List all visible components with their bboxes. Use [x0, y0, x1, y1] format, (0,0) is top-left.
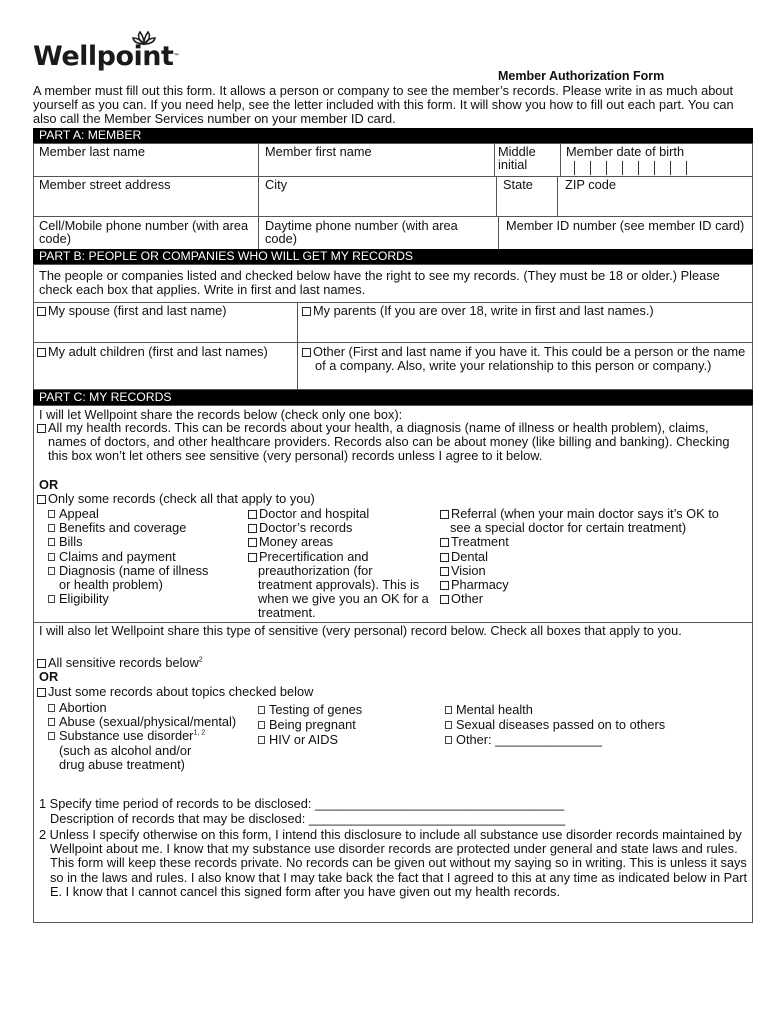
share-intro: I will let Wellpoint share the records below (check only one box):	[39, 407, 403, 422]
all-sensitive-option[interactable]: All sensitive records below$^2$	[37, 656, 203, 670]
cell-phone-field[interactable]: Cell/Mobile phone number (with area code)	[39, 218, 249, 246]
record-money-areas[interactable]: Money areas	[248, 535, 430, 549]
footnote-1-time-period[interactable]: 1 Specify time period of records to be disclosed: ___________________________________	[39, 796, 565, 811]
all-records-option[interactable]	[37, 421, 737, 464]
record-appeal[interactable]: Appeal	[48, 507, 248, 521]
record-vision[interactable]: Vision	[440, 564, 740, 578]
spouse-checkbox[interactable]	[37, 307, 46, 316]
sensitive-abuse[interactable]: Abuse (sexual/physical/mental)	[48, 715, 239, 729]
record-referral[interactable]: Referral (when your main doctor says it’s OK to see a special doctor for certain treatment)	[440, 507, 740, 535]
street-address-field[interactable]: Member street address	[39, 177, 171, 192]
record-benefits[interactable]: Benefits and coverage	[48, 521, 248, 535]
part-a-heading: PART A: MEMBER	[33, 128, 753, 143]
record-diagnosis[interactable]: Diagnosis (name of illness or health problem)	[48, 564, 209, 592]
sensitive-column-2	[258, 703, 438, 748]
or-label-2: OR	[39, 669, 59, 684]
children-option[interactable]	[37, 345, 290, 359]
other-recipient-option[interactable]	[302, 345, 750, 373]
all-records-checkbox[interactable]	[37, 424, 46, 433]
form-title: Member Authorization Form	[498, 69, 665, 83]
member-first-name-field[interactable]: Member first name	[265, 144, 372, 159]
sensitive-mental-health[interactable]: Mental health	[445, 703, 745, 717]
record-precertification[interactable]: Precertification and preauthorization (for treatment approvals). This is when we give you an OK for a treatment.	[248, 550, 430, 621]
other-recipient-checkbox[interactable]	[302, 348, 311, 357]
middle-initial-field[interactable]: Middle initial	[498, 144, 536, 172]
record-doctor-hospital[interactable]: Doctor and hospital	[248, 507, 430, 521]
sensitive-column-3	[445, 703, 745, 748]
footnote-2: 2 Unless I specify otherwise on this form, I intend this disclosure to include all substance use disorder records maintained by Wellpoint about me. I know that my substance use disorder records are protected under general and state laws and rules. This form will keep these records private. No records can be given out without my saying so in writing. This is unless it says so in the laws and rules. I also know that I may take back the fact that I agreed to this at any time as indicated below in Part E. I know that I cannot cancel this signed form after you have given out my health records.	[39, 827, 748, 899]
or-label-1: OR	[39, 477, 59, 492]
wellpoint-logo: Wellpoint™	[33, 32, 179, 72]
spouse-label: My spouse (first and last name)	[48, 303, 227, 318]
sensitive-substance-use[interactable]: Substance use disorder$^{1, 2}$	[48, 729, 248, 743]
other-recipient-label: Other (First and last name if you have it. This could be a person or the name of a company. Also, write your relationship to this person or company.)	[313, 344, 746, 374]
part-b-heading: PART B: PEOPLE OR COMPANIES WHO WILL GET MY RECORDS	[33, 249, 753, 264]
logo-text: Wellpoint	[33, 41, 174, 72]
part-b-intro: The people or companies listed and checked below have the right to see my records. (They must be 18 or older.) Please check each box that applies. Write in first and last names.	[39, 268, 720, 298]
footnote-1-description[interactable]: Description of records that may be disclosed: ____________________________________	[50, 811, 566, 826]
member-last-name-field[interactable]: Member last name	[39, 144, 145, 159]
sensitive-other[interactable]: Other: _______________	[445, 733, 745, 747]
some-sensitive-checkbox[interactable]	[37, 688, 46, 697]
some-records-checkbox[interactable]	[37, 495, 46, 504]
intro-text: A member must fill out this form. It allows a person or company to see the member’s records. Please write in as much about yourself as you can. If you need help, see the letter included with this form. It will show you how to fill out each part. You can also call the Member Services number on your member ID card.	[33, 83, 734, 126]
member-id-field[interactable]: Member ID number (see member ID card)	[506, 218, 745, 233]
some-sensitive-option[interactable]	[37, 685, 313, 699]
sensitive-pregnant[interactable]: Being pregnant	[258, 718, 438, 732]
substance-use-note: (such as alcohol and/or drug abuse treatment)	[59, 742, 192, 772]
parents-checkbox[interactable]	[302, 307, 311, 316]
zip-code-field[interactable]: ZIP code	[565, 177, 616, 192]
spouse-option[interactable]	[37, 304, 293, 318]
parents-option[interactable]	[302, 304, 750, 318]
sensitive-intro: I will also let Wellpoint share this type of sensitive (very personal) record below. Check all boxes that apply to you.	[39, 623, 682, 638]
sensitive-genes[interactable]: Testing of genes	[258, 703, 438, 717]
record-eligibility[interactable]: Eligibility	[48, 592, 248, 606]
city-field[interactable]: City	[265, 177, 288, 192]
date-of-birth-field[interactable]: Member date of birth	[566, 144, 685, 159]
record-dental[interactable]: Dental	[440, 550, 740, 564]
record-claims[interactable]: Claims and payment	[48, 550, 248, 564]
records-column-2	[248, 507, 430, 621]
some-records-label: Only some records (check all that apply to you)	[48, 491, 315, 506]
record-doctors-records[interactable]: Doctor’s records	[248, 521, 430, 535]
state-field[interactable]: State	[503, 177, 533, 192]
sensitive-abortion[interactable]: Abortion	[48, 701, 248, 715]
records-column-3	[440, 507, 740, 606]
record-other[interactable]: Other	[440, 592, 740, 606]
parents-label: My parents (If you are over 18, write in first and last names.)	[313, 303, 654, 318]
children-checkbox[interactable]	[37, 348, 46, 357]
daytime-phone-field[interactable]: Daytime phone number (with area code)	[265, 218, 458, 246]
record-treatment[interactable]: Treatment	[440, 535, 740, 549]
some-records-option[interactable]	[37, 492, 315, 506]
part-c-heading: PART C: MY RECORDS	[33, 390, 753, 405]
children-label: My adult children (first and last names)	[48, 344, 268, 359]
record-bills[interactable]: Bills	[48, 535, 248, 549]
some-sensitive-label: Just some records about topics checked below	[48, 684, 314, 699]
records-column-1	[48, 507, 248, 606]
record-pharmacy[interactable]: Pharmacy	[440, 578, 740, 592]
sensitive-sexual-diseases[interactable]: Sexual diseases passed on to others	[445, 718, 745, 732]
all-sensitive-checkbox[interactable]	[37, 659, 46, 668]
sensitive-column-1	[48, 701, 248, 772]
sensitive-hiv[interactable]: HIV or AIDS	[258, 733, 438, 747]
logo-flower-icon	[124, 30, 164, 46]
all-records-label: All my health records. This can be records about your health, a diagnosis (name of illness or health problem), claims, names of doctors, and other healthcare providers. Records also can be about money (like billing and banking). Checking this box won’t let others see sensitive (very personal) records unless I agree to it below.	[48, 420, 730, 464]
all-sensitive-label: All sensitive records below	[48, 655, 199, 670]
